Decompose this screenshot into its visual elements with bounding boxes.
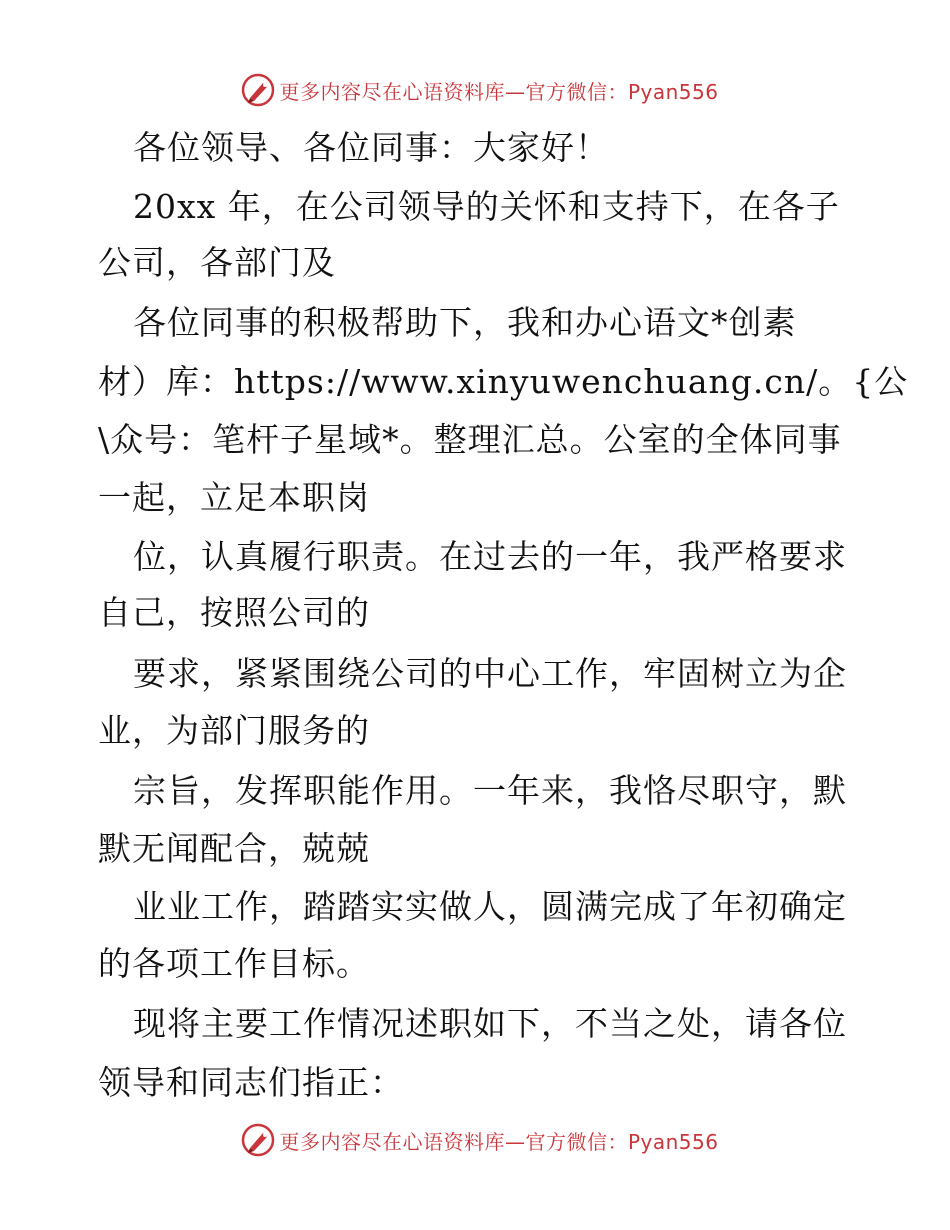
body-line-4: 各位同事的积极帮助下，我和办心语文*创素 xyxy=(133,303,797,342)
body-line-5: 材）库：https://www.xinyuwenchuang.cn/。{公 xyxy=(98,362,909,401)
body-line-12: 宗旨，发挥职能作用。一年来，我恪尽职守，默 xyxy=(133,771,847,810)
body-line-10: 要求，紧紧围绕公司的中心工作，牢固树立为企 xyxy=(133,654,847,693)
body-line-1: 各位领导、各位同事：大家好！ xyxy=(133,128,609,167)
body-line-3: 公司，各部门及 xyxy=(98,243,336,282)
body-line-9: 自己，按照公司的 xyxy=(98,593,370,632)
header-banner xyxy=(0,70,950,110)
body-line-17: 领导和同志们指正： xyxy=(98,1063,404,1102)
footer-banner xyxy=(0,1120,950,1160)
body-line-13: 默无闻配合，兢兢 xyxy=(98,829,370,868)
body-line-6: \众号：笔杆子星域*。整理汇总。公室的全体同事 xyxy=(98,420,842,459)
header-banner-text: 更多内容尽在心语资料库—官方微信：Pyan556 xyxy=(279,79,719,104)
body-line-14: 业业工作，踏踏实实做人，圆满完成了年初确定 xyxy=(133,887,847,926)
pen-logo-icon xyxy=(241,73,275,107)
body-line-7: 一起，立足本职岗 xyxy=(98,478,370,517)
pen-logo-icon xyxy=(241,1123,275,1157)
footer-banner-text: 更多内容尽在心语资料库—官方微信：Pyan556 xyxy=(279,1129,719,1154)
body-line-2: 20xx 年，在公司领导的关怀和支持下，在各子 xyxy=(133,187,840,226)
body-line-11: 业，为部门服务的 xyxy=(98,711,370,750)
body-line-8: 位，认真履行职责。在过去的一年，我严格要求 xyxy=(133,537,847,576)
body-line-15: 的各项工作目标。 xyxy=(98,944,370,983)
body-line-16: 现将主要工作情况述职如下，不当之处，请各位 xyxy=(133,1004,847,1043)
